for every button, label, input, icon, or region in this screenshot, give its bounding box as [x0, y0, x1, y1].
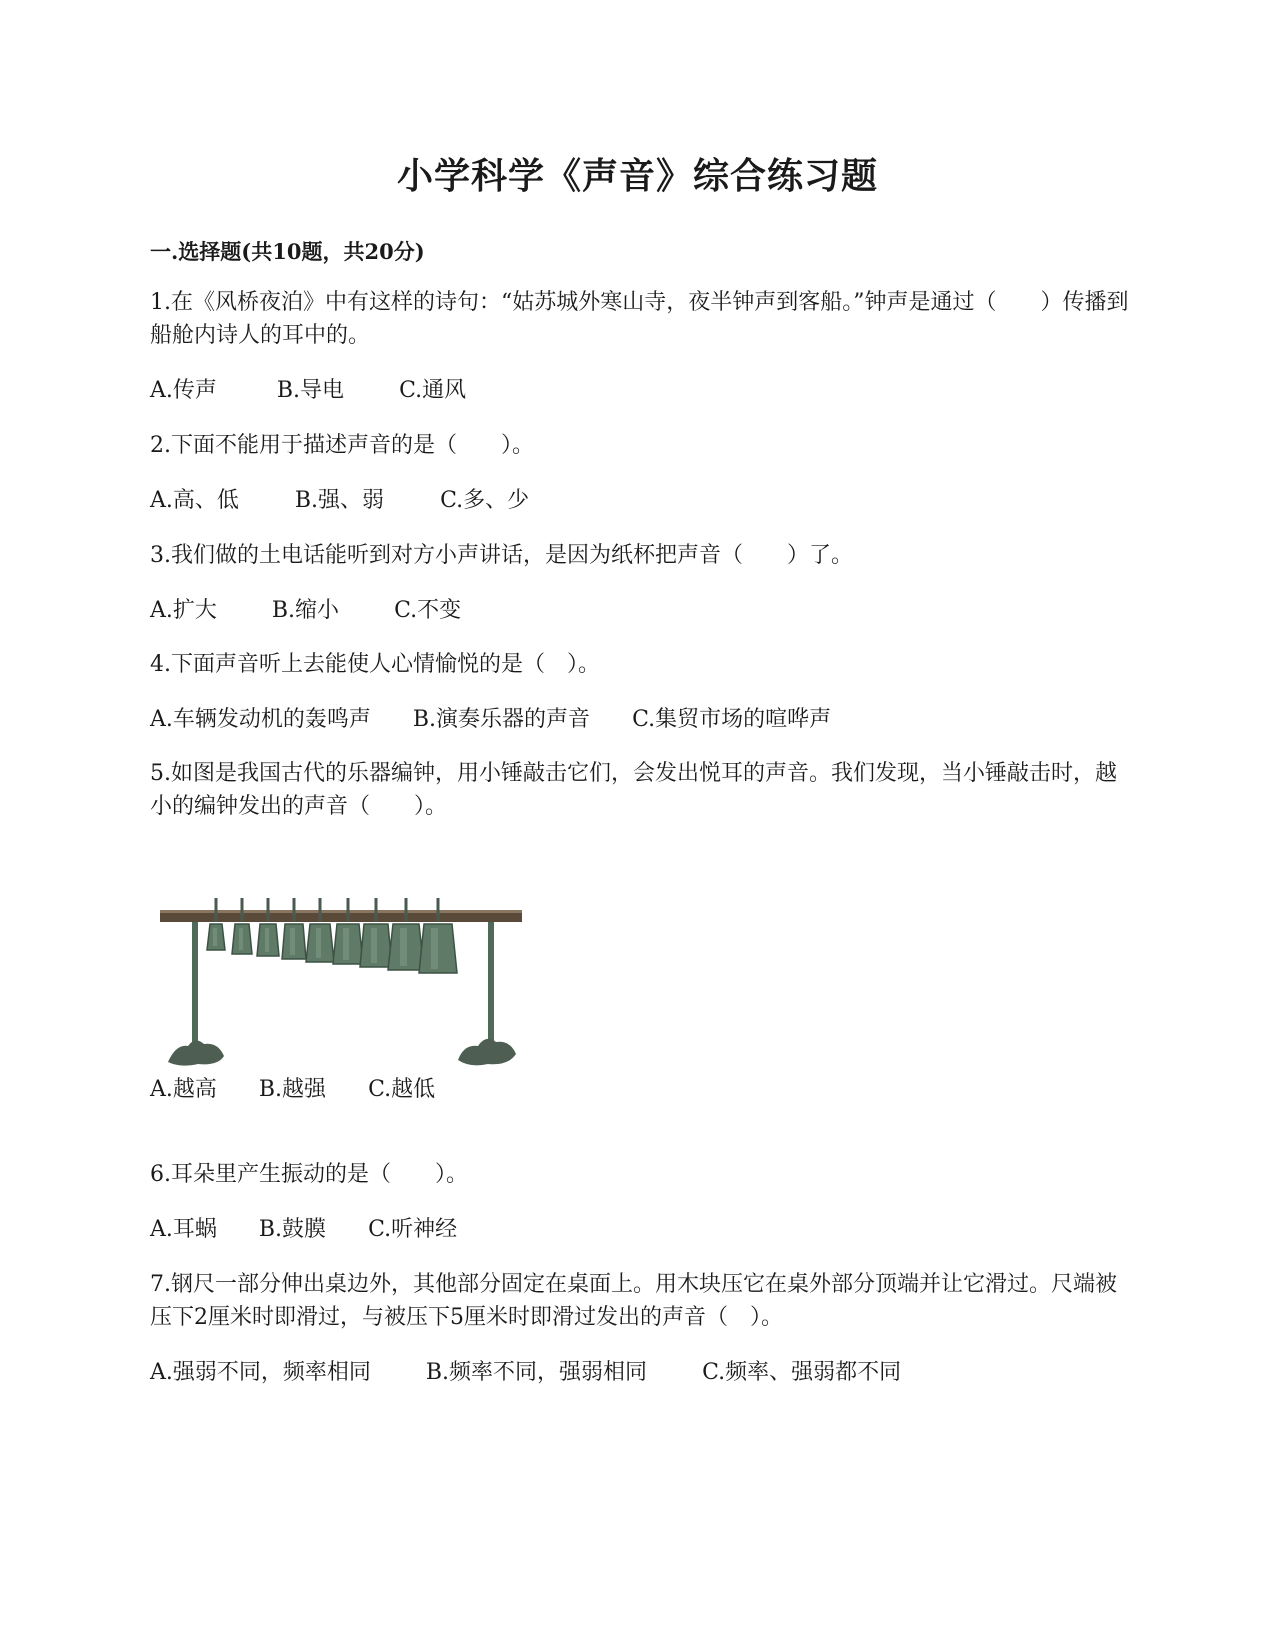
section-heading: 一.选择题(共10题，共20分): [150, 239, 425, 264]
option-b[interactable]: B.越强: [258, 1077, 327, 1102]
options-1: [150, 374, 466, 407]
options-5: [150, 1073, 435, 1106]
bianzhong-bells-icon: [158, 884, 530, 1074]
option-c[interactable]: C.不变: [394, 598, 462, 623]
option-b[interactable]: B.导电: [276, 378, 345, 403]
question-7: 7.钢尺一部分伸出桌边外，其他部分固定在桌面上。用木块压它在桌外部分顶端并让它滑过。尺端被压下2厘米时即滑过，与被压下5厘米时即滑过发出的声音（ ）。: [150, 1272, 1117, 1330]
option-a[interactable]: A.车辆发动机的轰鸣声: [150, 707, 371, 732]
option-c[interactable]: C.越低: [368, 1077, 436, 1102]
option-a[interactable]: A.传声: [150, 378, 217, 403]
option-c[interactable]: C.多、少: [440, 488, 530, 513]
option-c[interactable]: C.集贸市场的喧哗声: [632, 707, 832, 732]
options-7: [150, 1356, 901, 1389]
question-2: 2.下面不能用于描述声音的是（ ）。: [150, 433, 534, 458]
options-6: [150, 1213, 457, 1246]
option-b[interactable]: B.强、弱: [294, 488, 385, 513]
options-3: [150, 594, 461, 627]
option-a[interactable]: A.高、低: [150, 488, 239, 513]
option-a[interactable]: A.越高: [150, 1077, 217, 1102]
option-c[interactable]: C.频率、强弱都不同: [702, 1360, 902, 1385]
question-6: 6.耳朵里产生振动的是（ ）。: [150, 1162, 468, 1187]
question-4: 4.下面声音听上去能使人心情愉悦的是（ ）。: [150, 652, 600, 677]
option-b[interactable]: B.演奏乐器的声音: [412, 707, 591, 732]
option-b[interactable]: B.频率不同，强弱相同: [425, 1360, 648, 1385]
question-1: 1.在《风桥夜泊》中有这样的诗句：“姑苏城外寒山寺，夜半钟声到客船。”钟声是通过（ ）传播到船舱内诗人的耳中的。: [150, 290, 1129, 348]
question-3: 3.我们做的土电话能听到对方小声讲话，是因为纸杯把声音（ ）了。: [150, 543, 853, 568]
option-b[interactable]: B.缩小: [271, 598, 340, 623]
options-2: [150, 484, 529, 517]
option-a[interactable]: A.耳蜗: [150, 1217, 217, 1242]
page-title: 小学科学《声音》综合练习题: [396, 155, 878, 197]
option-b[interactable]: B.鼓膜: [258, 1217, 327, 1242]
options-4: [150, 703, 831, 736]
option-c[interactable]: C.听神经: [368, 1217, 458, 1242]
option-a[interactable]: A.扩大: [150, 598, 217, 623]
option-a[interactable]: A.强弱不同，频率相同: [150, 1360, 371, 1385]
option-c[interactable]: C.通风: [399, 378, 467, 403]
question-5: 5.如图是我国古代的乐器编钟，用小锤敲击它们，会发出悦耳的声音。我们发现，当小锤敲击时，越小的编钟发出的声音（ ）。: [150, 761, 1117, 819]
